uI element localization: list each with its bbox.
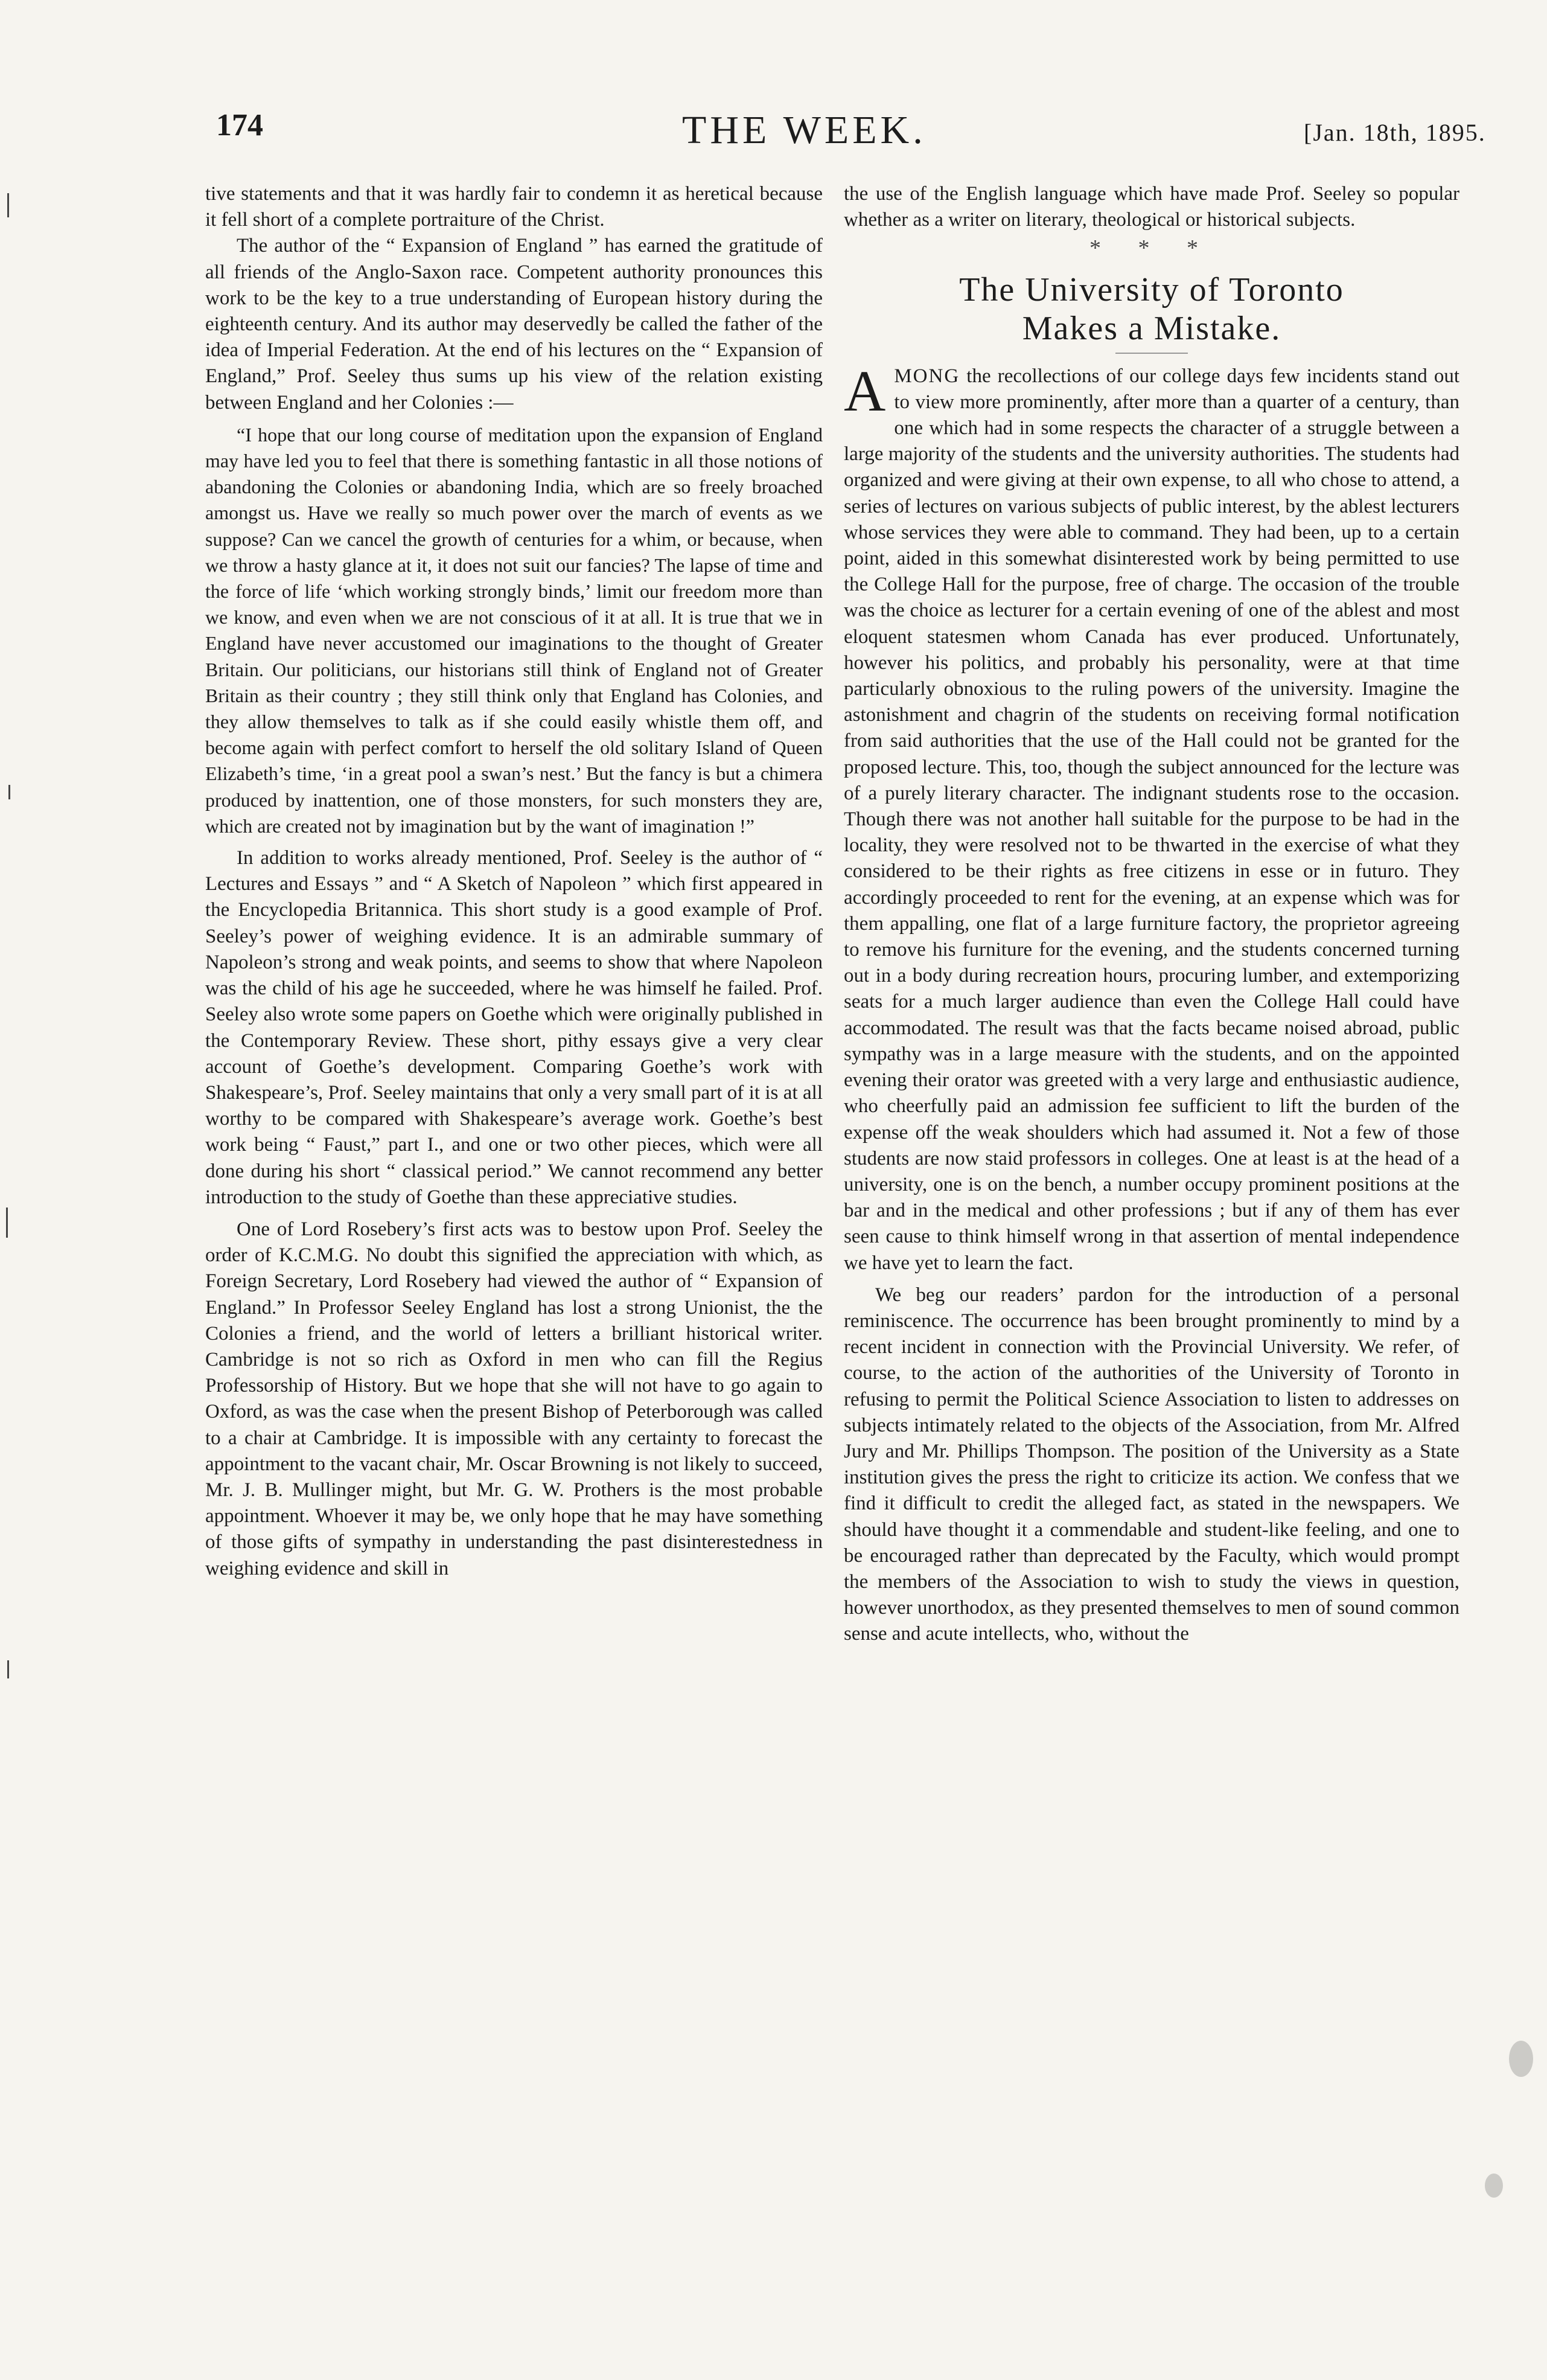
- article-title-line: Makes a Mistake.: [1022, 309, 1281, 347]
- left-column: [205, 181, 823, 2330]
- page-header: [0, 0, 1547, 181]
- right-column: [844, 181, 1459, 2330]
- masthead-title: THE WEEK.: [682, 108, 927, 152]
- paragraph: One of Lord Rosebery’s first acts was to bestow upon Prof. Seeley the order of K.C.M.G. No doubt this signified the appreciation with which, as Foreign Secretary, Lord Rosebery had viewed the author of “ Expansion of England.” In Professor Seeley England has lost a strong Unionist, the the Colonies a friend, and the world of letters a brilliant historical writer. Cambridge is not so rich as Oxford in men who can fill the Regius Professorship of History. But we hope that she will not have to go again to Oxford, as was the case when the present Bishop of Peterborough was called to a chair at Cambridge. It is impossible with any certainty to forecast the appointment to the vacant chair, Mr. Oscar Browning is not likely to succeed, Mr. J. B. Mullinger might, but Mr. G. W. Prothers is the most probable appointment. Whoever it may be, we only hope that he may have something of those gifts of sympathy in understanding the past disinterestedness in weighing evidence and skill in: [205, 1218, 823, 1579]
- article-title-line: The University of Toronto: [959, 270, 1344, 309]
- scan-margin-mark: [8, 785, 10, 799]
- paragraph: We beg our readers’ pardon for the introduction of a personal reminiscence. The occurrence has been brought prominently to mind by a recent incident in connection with the Provincial University. We refer, of course, to the action of the authorities of the University of Toronto in refusing to permit the Political Science Association to listen to addresses on subjects intimately related to the objects of the Association, from Mr. Alfred Jury and Mr. Phillips Thompson. The position of the University as a State institution gives the press the right to criticize its action. We confess that we find it difficult to credit the alleged fact, as stated in the newspapers. We should have thought it a commendable and student-like feeling, and one to be encouraged rather than deprecated by the Faculty, which would prompt the members of the Association to wish to study the views in question, however unorthodox, as they presented themselves to men of sound common sense and acute intellects, who, without the: [844, 1284, 1459, 1645]
- issue-date: [Jan. 18th, 1895.: [1304, 119, 1486, 146]
- paragraph: tive statements and that it was hardly fair to condemn it as heretical because it fell short of a complete portraiture of the Christ.: [205, 183, 823, 231]
- scan-smudge: [1485, 2174, 1503, 2198]
- section-break: * * *: [1089, 235, 1214, 261]
- title-divider: [1115, 353, 1188, 354]
- scan-margin-mark: [7, 193, 9, 217]
- drop-cap: A: [844, 358, 886, 423]
- scan-margin-mark: [7, 1660, 9, 1678]
- paragraph: In addition to works already mentioned, Prof. Seeley is the author of “ Lectures and Essays ” and “ A Sketch of Napoleon ” which first appeared in the Encyclopedia Britannica. This short study is a good example of Prof. Seeley’s power of weighing evidence. It is an admirable summary of Napoleon’s strong and weak points, and seems to show that where Napoleon was the child of his age he succeeded, where he was himself he failed. Prof. Seeley also wrote some papers on Goethe which were originally published in the Contemporary Review. These short, pithy essays give a very clear account of Goethe’s development. Comparing Goethe’s work with Shakespeare’s, Prof. Seeley maintains that only a very small part of it is at all worthy to be compared with Shakespeare’s average work. Goethe’s best work being “ Faust,” part I., and one or two other pieces, which were all done during his short “ classical period.” We cannot recommend any better introduction to the study of Goethe than these appreciative studies.: [205, 847, 823, 1208]
- scan-smudge: [1509, 2041, 1533, 2077]
- paragraph: The author of the “ Expansion of England ” has earned the gratitude of all friends of the Anglo-Saxon race. Competent authority pronounces this work to be the key to a true understanding of European history during the eighteenth century. And its author may deservedly be called the father of the idea of Imperial Federation. At the end of his lectures on the “ Expansion of England,” Prof. Seeley thus sums up his view of the relation existing between England and her Colonies :—: [205, 235, 823, 414]
- lead-paragraph-text: the recollections of our college days few incidents stand out to view more prominently, after more than a quarter of a century, than one which had in some respects the character of a struggle between a large majority of the students and the university authorities. The students had organized and were giving at their own expense, to all who chose to attend, a series of lectures on various subjects of public interest, by the ablest lecturers whose services they were able to command. They had been, up to a certain point, aided in this somewhat disinterested work by being permitted to use the College Hall for the purpose, free of charge. The occasion of the trouble was the choice as lecturer for a certain evening of one of the ablest and most eloquent statesmen whom Canada has ever produced. Unfortunately, however his politics, and probably his personality, were at that time particularly obnoxious to the ruling powers of the university. Imagine the astonishment and chagrin of the students on receiving formal notification from said authorities that the use of the Hall could not be granted for the proposed lecture. This, too, though the subject announced for the lecture was of a purely literary character. The indignant students rose to the occasion. Though there was not another hall suitable for the purpose to be had in the locality, they were resolved not to be thwarted in the exercise of what they considered to be their rights as free citizens in esse or in futuro. They accordingly proceeded to rent for the evening, at an expense which was for them appalling, one flat of a large furniture factory, the proprietor agreeing to remove his furniture for the evening, and the students concerned turning out in a body during recreation hours, procuring lumber, and extemporizing seats for a much larger audience than even the College Hall could have accommodated. The result was that the facts became noised abroad, public sympathy was in a large measure with the students, and on the appointed evening their orator was greeted with a very large and enthusiastic audience, who cheerfully paid an admission fee sufficient to lift the burden of the expense off the weak shoulders which had assumed it. Not a few of those students are now staid professors in colleges. One at least is at the head of a university, one is on the bench, a number occupy prominent positions at the bar and in the medical and other professions ; but if any of them has ever seen cause to think himself wrong in that assertion of mental independence we have yet to learn the fact.: [844, 365, 1459, 1274]
- lead-paragraph: [844, 358, 1459, 1276]
- lead-word: MONG: [894, 365, 960, 387]
- continuation-paragraph: the use of the English language which have made Prof. Seeley so popular whether as a writer on literary, theological or historical subjects.: [844, 183, 1459, 231]
- block-quote: “I hope that our long course of meditation upon the expansion of England may have led you to feel that there is something fantastic in all those notions of abandoning the Colonies or abandoning India, which are so freely broached amongst us. Have we really so much power over the march of events as we suppose? Can we cancel the growth of centuries for a whim, or because, when we throw a hasty glance at it, it does not suit our fancies? The lapse of time and the force of life ‘which working strongly binds,’ limit our freedom more than we know, and even when we are not conscious of it at all. It is true that we in England have never accustomed our imaginations to the thought of Greater Britain. Our politicians, our historians still think of England not of Greater Britain as their country ; they still think only that England has Colonies, and they allow themselves to talk as if she could easily whistle them off, and become again with perfect comfort to herself the old solitary Island of Queen Elizabeth’s time, ‘in a great pool a swan’s nest.’ But the fancy is but a chimera produced by inattention, one of those monsters, for such monsters they are, which are created not by imagination but by the want of imagination !”: [205, 423, 823, 837]
- scan-margin-mark: [6, 1208, 8, 1238]
- article-title: [844, 270, 1459, 348]
- page-number: 174: [216, 108, 263, 142]
